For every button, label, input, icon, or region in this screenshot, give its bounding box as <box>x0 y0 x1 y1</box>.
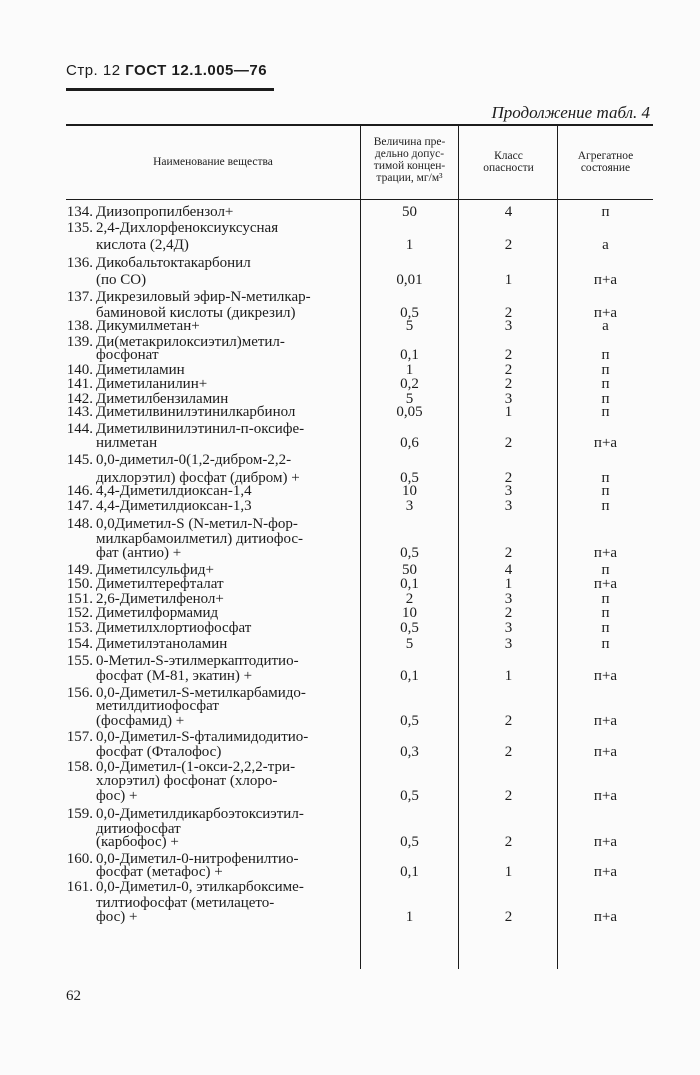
substance-name: 0,0-Диметил-0-нитрофенилтио- <box>96 851 299 867</box>
substance-name: фос) + <box>96 788 138 804</box>
substance-name: Дикрезиловый эфир-N-метилкар- <box>96 289 311 305</box>
hazard-class-value: 4 <box>504 562 513 578</box>
column-header-concentration-line: тимой концен- <box>373 160 446 172</box>
column-header-hazard-class <box>460 150 557 174</box>
hazard-class-value: 2 <box>504 788 513 804</box>
concentration-value: 0,5 <box>400 713 419 729</box>
substance-name: 0,0-Диметил-S-метилкарбамидо- <box>96 685 306 701</box>
row-number: 160. <box>66 851 93 867</box>
substance-name: нилметан <box>96 435 158 451</box>
concentration-value: 0,1 <box>400 576 419 592</box>
row-number: 152. <box>66 605 93 621</box>
column-header-name: Наименование вещества <box>153 156 273 168</box>
row-number: 145. <box>66 452 93 468</box>
aggregate-state-value: п+а <box>593 545 618 561</box>
substance-name: Дикумилметан+ <box>96 318 200 334</box>
hazard-class-value: 2 <box>504 237 513 253</box>
hazard-class-value: 2 <box>504 605 513 621</box>
table-row <box>0 835 700 850</box>
hazard-class-value: 3 <box>504 636 513 652</box>
row-number: 134. <box>66 204 93 220</box>
table-continuation-caption: Продолжение табл. 4 <box>491 103 650 122</box>
concentration-value: 5 <box>405 636 414 652</box>
table-row <box>0 669 700 684</box>
concentration-value: 0,5 <box>400 620 419 636</box>
table-row <box>0 484 700 499</box>
substance-name: 0,0-Диметил-0, этилкарбоксиме- <box>96 879 304 895</box>
hazard-class-value: 2 <box>504 305 513 321</box>
substance-name: фос) + <box>96 909 138 925</box>
aggregate-state-value: п+а <box>593 788 618 804</box>
substance-name: Диметилтерефталат <box>96 576 224 592</box>
substance-name: (карбофос) + <box>96 834 179 850</box>
aggregate-state-value: п+а <box>593 435 618 451</box>
aggregate-state-value: п <box>601 404 610 420</box>
concentration-value: 0,01 <box>396 272 423 288</box>
column-header-aggregate-state-line: Агрегатное <box>577 150 634 162</box>
substance-name: дитиофосфат <box>96 821 181 837</box>
table-row <box>0 910 700 925</box>
table-row <box>0 273 700 288</box>
aggregate-state-value: п+а <box>593 864 618 880</box>
row-number: 136. <box>66 255 93 271</box>
table-row <box>0 865 700 880</box>
column-header-hazard-class-line: Класс <box>494 150 523 162</box>
table-row <box>0 256 700 271</box>
substance-name: 2,4-Дихлорфеноксиуксусная <box>96 220 279 236</box>
concentration-value: 0,1 <box>400 347 419 363</box>
table-row <box>0 654 700 669</box>
substance-name: 4,4-Диметилдиоксан-1,4 <box>96 483 252 499</box>
page-header <box>66 62 267 79</box>
aggregate-state-value: п <box>601 470 610 486</box>
hazard-class-value: 2 <box>504 834 513 850</box>
column-header-aggregate-state <box>558 150 653 174</box>
table-row <box>0 577 700 592</box>
substance-name: Ди(метакрилоксиэтил)метил- <box>96 334 285 350</box>
hazard-class-value: 3 <box>504 498 513 514</box>
aggregate-state-value: п+а <box>593 668 618 684</box>
concentration-value: 3 <box>405 498 414 514</box>
column-header-concentration-line: Величина пре- <box>373 136 446 148</box>
concentration-value: 50 <box>402 204 417 220</box>
table-row <box>0 546 700 561</box>
row-number: 144. <box>66 421 93 437</box>
aggregate-state-value: п <box>601 347 610 363</box>
row-number: 156. <box>66 685 93 701</box>
aggregate-state-value: п <box>601 204 610 220</box>
substance-name: баминовой кислоты (дикрезил) <box>96 305 296 321</box>
aggregate-state-value: п+а <box>593 576 618 592</box>
aggregate-state-value: п+а <box>593 909 618 925</box>
table-row <box>0 880 700 895</box>
table-row <box>0 221 700 236</box>
concentration-value: 1 <box>405 237 414 253</box>
concentration-value: 50 <box>402 562 417 578</box>
aggregate-state-value: п <box>601 483 610 499</box>
row-number: 142. <box>66 391 93 407</box>
table-row <box>0 637 700 652</box>
substance-name: Диметилхлортиофосфат <box>96 620 252 636</box>
row-number: 155. <box>66 653 93 669</box>
row-number: 159. <box>66 806 93 822</box>
row-number: 138. <box>66 318 93 334</box>
table-row <box>0 606 700 621</box>
gost-designation: ГОСТ 12.1.005—76 <box>125 62 268 79</box>
table-row <box>0 238 700 253</box>
table-row <box>0 405 700 420</box>
table-row <box>0 789 700 804</box>
substance-name: Диизопропилбензол+ <box>96 204 234 220</box>
page-number: 62 <box>66 988 81 1004</box>
row-number: 137. <box>66 289 93 305</box>
aggregate-state-value: п <box>601 498 610 514</box>
aggregate-state-value: а <box>602 318 609 334</box>
concentration-value: 10 <box>402 605 417 621</box>
substance-name: фосфат (М-81, экатин) + <box>96 668 253 684</box>
substance-name: (по СО) <box>96 272 147 288</box>
hazard-class-value: 1 <box>504 864 513 880</box>
hazard-class-value: 2 <box>504 545 513 561</box>
substance-name: 4,4-Диметилдиоксан-1,3 <box>96 498 252 514</box>
column-header-aggregate-state-line: состояние <box>580 162 631 174</box>
concentration-value: 0,3 <box>400 744 419 760</box>
hazard-class-value: 3 <box>504 591 513 607</box>
aggregate-state-value: п <box>601 620 610 636</box>
table-row <box>0 517 700 532</box>
table-row <box>0 714 700 729</box>
concentration-value: 0,5 <box>400 545 419 561</box>
header-rule <box>66 88 274 91</box>
aggregate-state-value: п <box>601 562 610 578</box>
substance-name: 0,0-Диметил-S-фталимидодитио- <box>96 729 309 745</box>
table-row <box>0 319 700 334</box>
concentration-value: 1 <box>405 362 414 378</box>
table-row <box>0 377 700 392</box>
substance-name: 0-Метил-S-этилмеркаптодитио- <box>96 653 299 669</box>
hazard-class-value: 1 <box>504 272 513 288</box>
substance-name: Диметиланилин+ <box>96 376 208 392</box>
substance-name: 0,0-Диметилдикарбоэтоксиэтил- <box>96 806 304 822</box>
hazard-class-value: 4 <box>504 204 513 220</box>
substance-name: 0,0-Диметил-(1-окси-2,2,2-три- <box>96 759 296 775</box>
substance-name: Диметилвинилэтинил-п-оксифе- <box>96 421 305 437</box>
substance-name: Диметилсульфид+ <box>96 562 214 578</box>
substance-name: Диметиламин <box>96 362 185 378</box>
concentration-value: 0,5 <box>400 470 419 486</box>
substance-name: 0,0-диметил-0(1,2-дибром-2,2- <box>96 452 292 468</box>
row-number: 141. <box>66 376 93 392</box>
concentration-value: 0,6 <box>400 435 419 451</box>
row-number: 157. <box>66 729 93 745</box>
row-number: 153. <box>66 620 93 636</box>
substance-name: фосфат (Фталофос) <box>96 744 222 760</box>
row-number: 143. <box>66 404 93 420</box>
hazard-class-value: 2 <box>504 909 513 925</box>
row-number: 161. <box>66 879 93 895</box>
hazard-class-value: 3 <box>504 483 513 499</box>
row-number: 150. <box>66 576 93 592</box>
concentration-value: 5 <box>405 318 414 334</box>
hazard-class-value: 2 <box>504 713 513 729</box>
table-row <box>0 436 700 451</box>
hazard-class-value: 1 <box>504 576 513 592</box>
aggregate-state-value: п <box>601 636 610 652</box>
substance-name: (фосфамид) + <box>96 713 185 729</box>
aggregate-state-value: п <box>601 391 610 407</box>
table-row <box>0 290 700 305</box>
aggregate-state-value: п <box>601 376 610 392</box>
table-row <box>0 499 700 514</box>
substance-name: фосфат (метафос) + <box>96 864 223 880</box>
substance-name: метилдитиофосфат <box>96 698 219 714</box>
aggregate-state-value: п <box>601 591 610 607</box>
concentration-value: 0,5 <box>400 834 419 850</box>
table-row <box>0 745 700 760</box>
hazard-class-value: 2 <box>504 362 513 378</box>
hazard-class-value: 3 <box>504 391 513 407</box>
row-number: 148. <box>66 516 93 532</box>
concentration-value: 0,05 <box>396 404 423 420</box>
table-row <box>0 807 700 822</box>
row-number: 149. <box>66 562 93 578</box>
table-row <box>0 453 700 468</box>
table-row <box>0 730 700 745</box>
row-number: 140. <box>66 362 93 378</box>
table-row <box>0 621 700 636</box>
hazard-class-value: 3 <box>504 318 513 334</box>
concentration-value: 5 <box>405 391 414 407</box>
substance-name: Диметилформамид <box>96 605 219 621</box>
aggregate-state-value: п+а <box>593 713 618 729</box>
column-header-hazard-class-line: опасности <box>483 162 534 174</box>
aggregate-state-value: а <box>602 237 609 253</box>
substance-name: Диметилвинилэтинилкарбинол <box>96 404 296 420</box>
substance-name: 0,0Диметил-S (N-метил-N-фор- <box>96 516 298 532</box>
page-label: Стр. 12 <box>66 62 121 79</box>
substance-name: Диметилэтаноламин <box>96 636 228 652</box>
concentration-value: 0,2 <box>400 376 419 392</box>
substance-name: Дикобальтоктакарбонил <box>96 255 251 271</box>
aggregate-state-value: п <box>601 362 610 378</box>
column-header-concentration-line: дельно допус- <box>374 148 445 160</box>
concentration-value: 0,1 <box>400 668 419 684</box>
aggregate-state-value: п+а <box>593 305 618 321</box>
table-row <box>0 699 700 714</box>
substance-name: кислота (2,4Д) <box>96 237 189 253</box>
substance-name: дихлорэтил) фосфат (дибром) + <box>96 470 300 486</box>
concentration-value: 1 <box>405 909 414 925</box>
column-header-concentration <box>361 136 458 184</box>
hazard-class-value: 3 <box>504 620 513 636</box>
row-number: 139. <box>66 334 93 350</box>
substance-name: хлорэтил) фосфонат (хлоро- <box>96 773 278 789</box>
hazard-class-value: 2 <box>504 347 513 363</box>
concentration-value: 2 <box>405 591 414 607</box>
table-row <box>0 348 700 363</box>
substance-name: Диметилбензиламин <box>96 391 229 407</box>
substance-name: милкарбамоилметил) дитиофос- <box>96 531 303 547</box>
row-number: 158. <box>66 759 93 775</box>
substance-name: фат (антио) + <box>96 545 182 561</box>
aggregate-state-value: п+а <box>593 272 618 288</box>
concentration-value: 10 <box>402 483 417 499</box>
row-number: 151. <box>66 591 93 607</box>
column-header-concentration-line: трации, мг/м³ <box>376 172 443 184</box>
row-number: 146. <box>66 483 93 499</box>
substance-name: 2,6-Диметилфенол+ <box>96 591 224 607</box>
concentration-value: 0,5 <box>400 305 419 321</box>
row-number: 154. <box>66 636 93 652</box>
table-row <box>0 205 700 220</box>
row-number: 135. <box>66 220 93 236</box>
hazard-class-value: 2 <box>504 376 513 392</box>
concentration-value: 0,1 <box>400 864 419 880</box>
hazard-class-value: 2 <box>504 470 513 486</box>
substance-name: фосфонат <box>96 347 159 363</box>
table-row <box>0 774 700 789</box>
aggregate-state-value: п+а <box>593 744 618 760</box>
row-number: 147. <box>66 498 93 514</box>
concentration-value: 0,5 <box>400 788 419 804</box>
hazard-class-value: 1 <box>504 668 513 684</box>
substance-name: тилтиофосфат (метилацето- <box>96 895 275 911</box>
aggregate-state-value: п+а <box>593 834 618 850</box>
hazard-class-value: 2 <box>504 435 513 451</box>
hazard-class-value: 2 <box>504 744 513 760</box>
hazard-class-value: 1 <box>504 404 513 420</box>
aggregate-state-value: п <box>601 605 610 621</box>
